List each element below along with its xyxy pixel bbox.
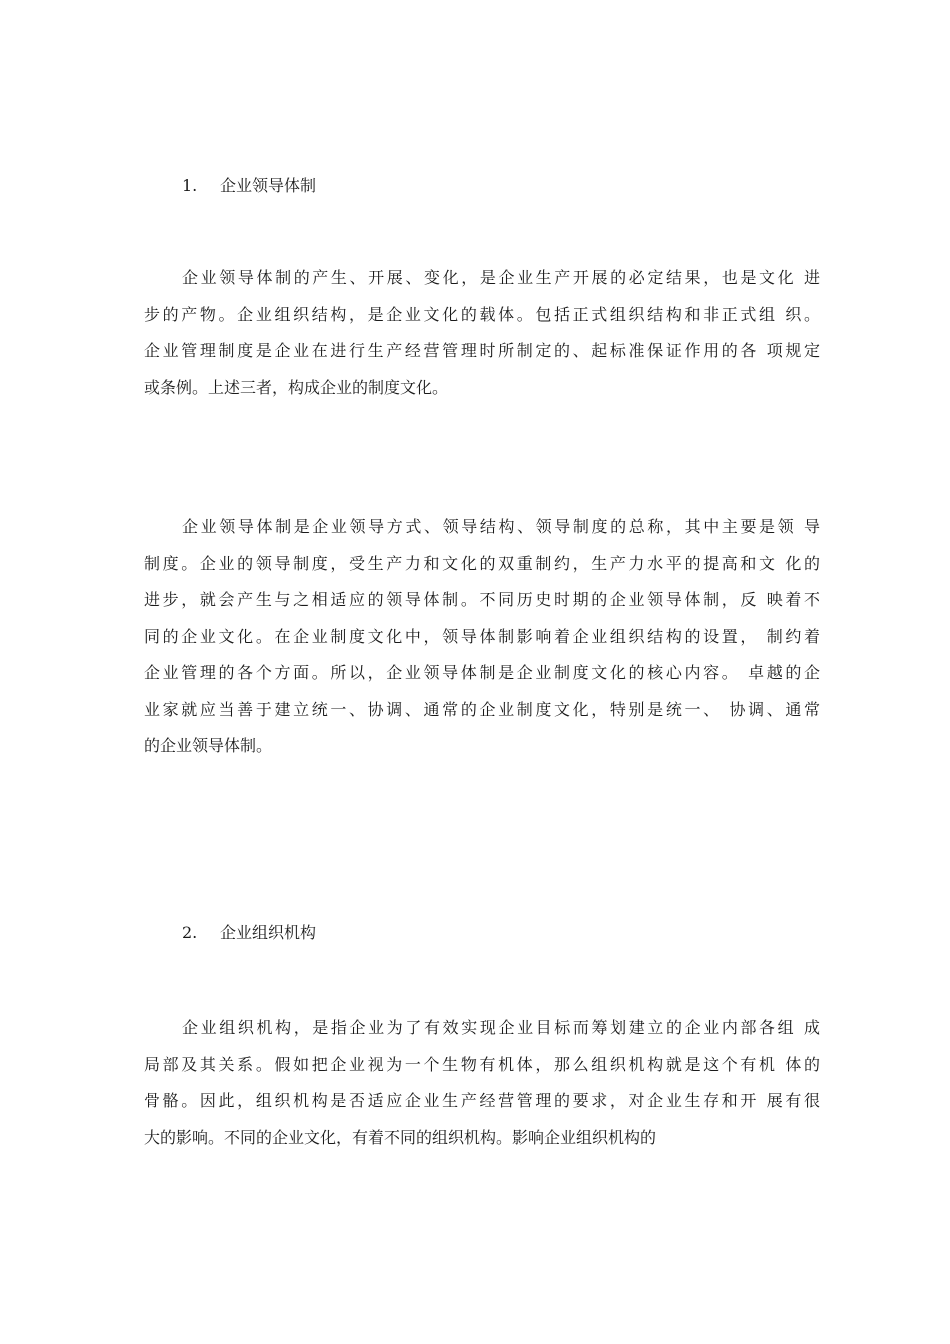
paragraph-line: 企业领导体制是企业领导方式、领导结构、领导制度的总称，其中主要是领 导 bbox=[182, 517, 820, 536]
section-2-title: 企业组织机构 bbox=[220, 923, 317, 942]
section-1-title: 企业领导体制 bbox=[220, 176, 317, 195]
section-2-paragraph-1 bbox=[144, 1010, 820, 1156]
paragraph-line: 企业管理制度是企业在进行生产经营管理时所制定的、起标准保证作用的各 项规定 bbox=[144, 341, 820, 360]
section-1-paragraph-2 bbox=[144, 509, 820, 765]
paragraph-line: 或条例。上述三者，构成企业的制度文化。 bbox=[144, 377, 449, 397]
paragraph-line: 步的产物。企业组织结构，是企业文化的载体。包括正式组织结构和非正式组 织。 bbox=[144, 304, 820, 324]
section-1-paragraph-1 bbox=[144, 260, 820, 406]
paragraph-line: 局部及其关系。假如把企业视为一个生物有机体，那么组织机构就是这个有机 体的 bbox=[144, 1054, 820, 1074]
section-2-number: 2. bbox=[182, 923, 198, 942]
section-1-heading bbox=[182, 176, 316, 196]
paragraph-line: 制度。企业的领导制度，受生产力和文化的双重制约，生产力水平的提高和文 化的 bbox=[144, 553, 820, 573]
paragraph-line: 同的企业文化。在企业制度文化中，领导体制影响着企业组织结构的设置， 制约着 bbox=[144, 626, 820, 646]
paragraph-line: 企业领导体制的产生、开展、变化，是企业生产开展的必定结果，也是文化 进 bbox=[182, 268, 820, 287]
paragraph-line: 骨骼。因此，组织机构是否适应企业生产经营管理的要求，对企业生存和开 展有很 bbox=[144, 1091, 820, 1110]
section-2-heading bbox=[182, 923, 316, 943]
paragraph-line: 大的影响。不同的企业文化，有着不同的组织机构。影响企业组织机构的 bbox=[144, 1127, 657, 1147]
paragraph-line: 业家就应当善于建立统一、协调、通常的企业制度文化，特别是统一、 协调、通常 bbox=[144, 699, 820, 719]
paragraph-line: 进步，就会产生与之相适应的领导体制。不同历史时期的企业领导体制，反 映着不 bbox=[144, 590, 820, 609]
section-1-number: 1. bbox=[182, 176, 198, 195]
paragraph-line: 企业管理的各个方面。所以，企业领导体制是企业制度文化的核心内容。 卓越的企 bbox=[144, 663, 820, 682]
paragraph-line: 的企业领导体制。 bbox=[144, 736, 273, 755]
paragraph-line: 企业组织机构，是指企业为了有效实现企业目标而筹划建立的企业内部各组 成 bbox=[182, 1018, 820, 1037]
